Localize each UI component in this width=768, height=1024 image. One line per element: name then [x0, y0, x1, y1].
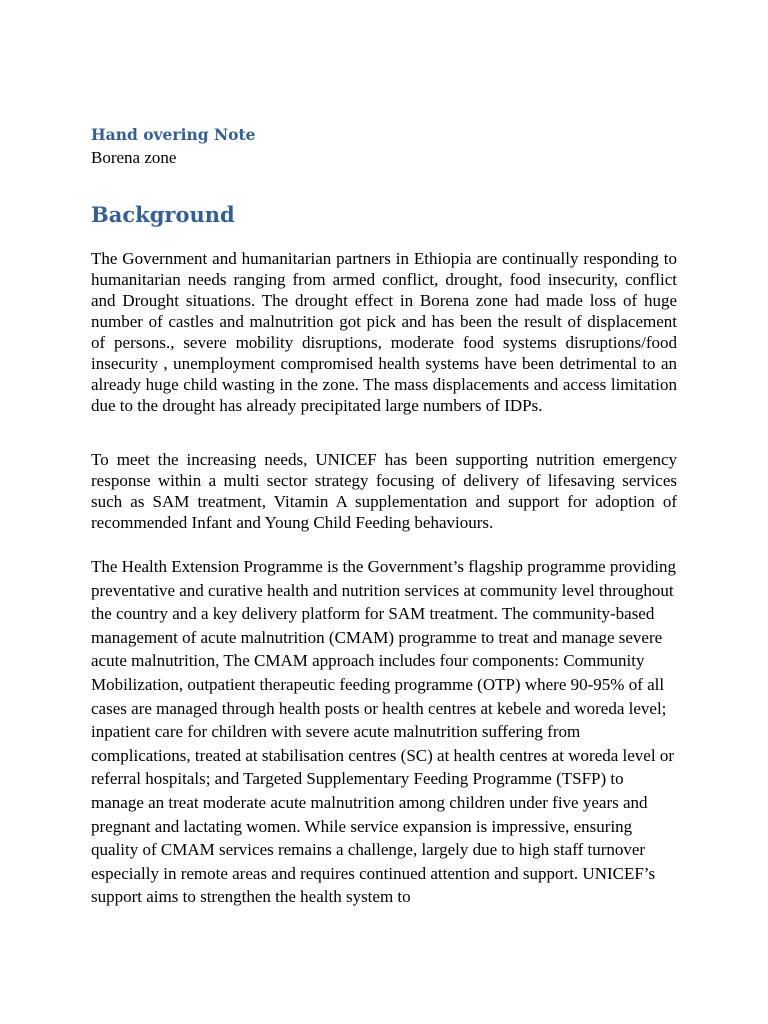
note-title: Hand overing Note	[91, 125, 256, 144]
paragraph-unicef-response: To meet the increasing needs, UNICEF has been supporting nutrition emergency response within a multi sector strategy focusing of delivery of lifesaving services such as SAM treatment, Vitamin A supplementation and support for adoption of recommended Infant and Young Child Feeding behaviours.	[91, 450, 677, 532]
paragraph-health-extension: The Health Extension Programme is the Government’s flagship programme providing preventative and curative health and nutrition services at community level throughout the country and a key delivery platform for SAM treatment. The community-based management of acute malnutrition (CMAM) programme to treat and manage severe acute malnutrition, The CMAM approach includes four components: Community Mobilization, outpatient therapeutic feeding programme (OTP) where 90-95% of all cases are managed through health posts or health centres at kebele and woreda level; inpatient care for children with severe acute malnutrition suffering from complications, treated at stabilisation centres (SC) at health centres at woreda level or referral hospitals; and Targeted Supplementary Feeding Programme (TSFP) to manage an treat moderate acute malnutrition among children under five years and pregnant and lactating women. While service expansion is impressive, ensuring quality of CMAM services remains a challenge, largely due to high staff turnover especially in remote areas and requires continued attention and support. UNICEF’s support aims to strengthen the health system to	[91, 557, 676, 907]
paragraph-context: The Government and humanitarian partners in Ethiopia are continually responding to humanitarian needs ranging from armed conflict, drought, food insecurity, conflict and Drought situations. The drought effect in Borena zone had made loss of huge number of castles and malnutrition got pick and has been the result of displacement of persons., severe mobility disruptions, moderate food systems disruptions/food insecurity , unemployment compromised health systems have been detrimental to an already huge child wasting in the zone. The mass displacements and access limitation due to the drought has already precipitated large numbers of IDPs.	[91, 249, 677, 415]
section-heading-background: Background	[91, 202, 235, 227]
zone-subtitle: Borena zone	[91, 148, 177, 167]
